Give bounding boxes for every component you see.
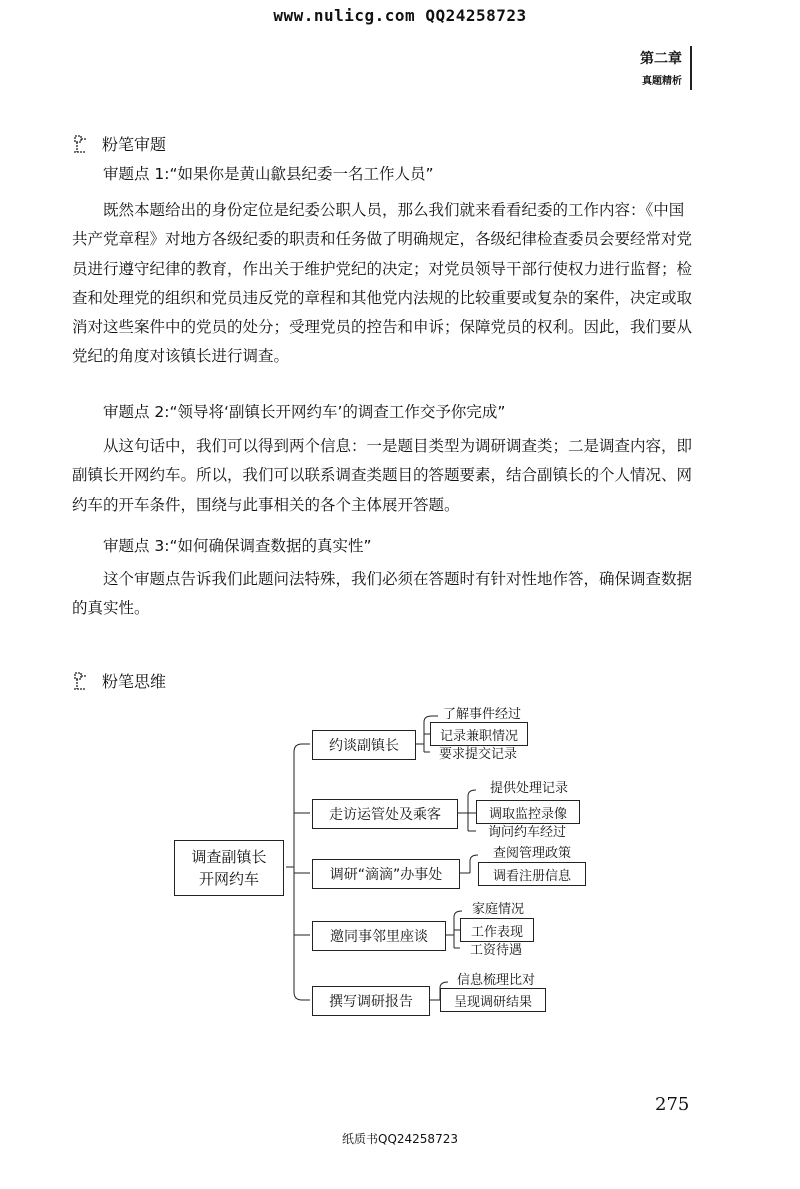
mind-map-leaf: 记录兼职情况 — [430, 722, 528, 746]
review-point-3-title: 审题点 3:“如何确保调查数据的真实性” — [103, 537, 372, 555]
footer-text: 纸质书QQ24258723 — [342, 1132, 458, 1146]
section-heading-label: 粉笔审题 — [102, 135, 167, 154]
mind-map-branch-3: 调研“滴滴”办事处 — [312, 859, 460, 889]
mind-map-leaf: 询问约车经过 — [487, 825, 566, 840]
review-point-1-body: 既然本题给出的身份定位是纪委公职人员，那么我们就来看看纪委的工作内容：《中国共产党章程》对地方各级纪委的职责和任务做了明确规定，各级纪律检查委员会要经常对党员进行遵守纪律的教育，作出关于维护党纪的决定；对党员领导干部行使权力进行监督；检查和处理党的组织和党员违反党的章程和其他党内法规的比较重要或复杂的案件，决定或取消对这些案件中的党员的处分；受理党员的控告和申诉；保障党员的权利。因此，我们要从党纪的角度对该镇长进行调查。 — [72, 201, 693, 366]
mind-map-leaf: 提供处理记录 — [489, 781, 568, 796]
mind-map-branch-2: 走访运管处及乘客 — [312, 799, 458, 829]
section-heading-label: 粉笔思维 — [102, 672, 167, 691]
mind-map-leaf: 家庭情况 — [471, 902, 524, 917]
review-point-3-body: 这个审题点告诉我们此题问法特殊，我们必须在答题时有针对性地作答，确保调查数据的真实性。 — [72, 570, 693, 618]
mind-map-branch-4: 邀同事邻里座谈 — [312, 921, 446, 951]
review-point-1-title: 审题点 1:“如果你是黄山歙县纪委一名工作人员” — [103, 165, 434, 183]
mind-map-leaf: 要求提交记录 — [438, 747, 517, 762]
page-number: 275 — [655, 1094, 690, 1115]
review-point-2-title: 审题点 2:“领导将‘副镇长开网约车’的调查工作交予你完成” — [103, 403, 506, 421]
mind-map-leaf: 呈现调研结果 — [440, 988, 546, 1012]
mind-map-branch-1: 约谈副镇长 — [312, 730, 416, 760]
mind-map-leaf: 了解事件经过 — [442, 707, 521, 722]
mind-map-leaf: 调看注册信息 — [478, 862, 586, 886]
review-point-2-body: 从这句话中，我们可以得到两个信息：一是题目类型为调研调查类；二是调查内容，即副镇长开网约车。所以，我们可以联系调查类题目的答题要素，结合副镇长的个人情况、网约车的开车条件，围绕与此事相关的各个主体展开答题。 — [72, 437, 693, 514]
chapter-title: 第二章 — [640, 51, 682, 67]
mind-map-root: 调查副镇长开网约车 — [174, 840, 284, 896]
mind-map-leaf: 调取监控录像 — [476, 800, 580, 824]
mind-map-branch-5: 撰写调研报告 — [312, 986, 430, 1016]
watermark-text: www.nulicg.com QQ24258723 — [273, 6, 527, 25]
mind-map-leaf: 工资待遇 — [469, 943, 522, 958]
mind-map-leaf: 信息梳理比对 — [456, 973, 535, 988]
mind-map-leaf: 工作表现 — [460, 918, 534, 942]
chapter-subtitle: 真题精析 — [642, 76, 682, 87]
mind-map-leaf: 查阅管理政策 — [492, 846, 571, 861]
